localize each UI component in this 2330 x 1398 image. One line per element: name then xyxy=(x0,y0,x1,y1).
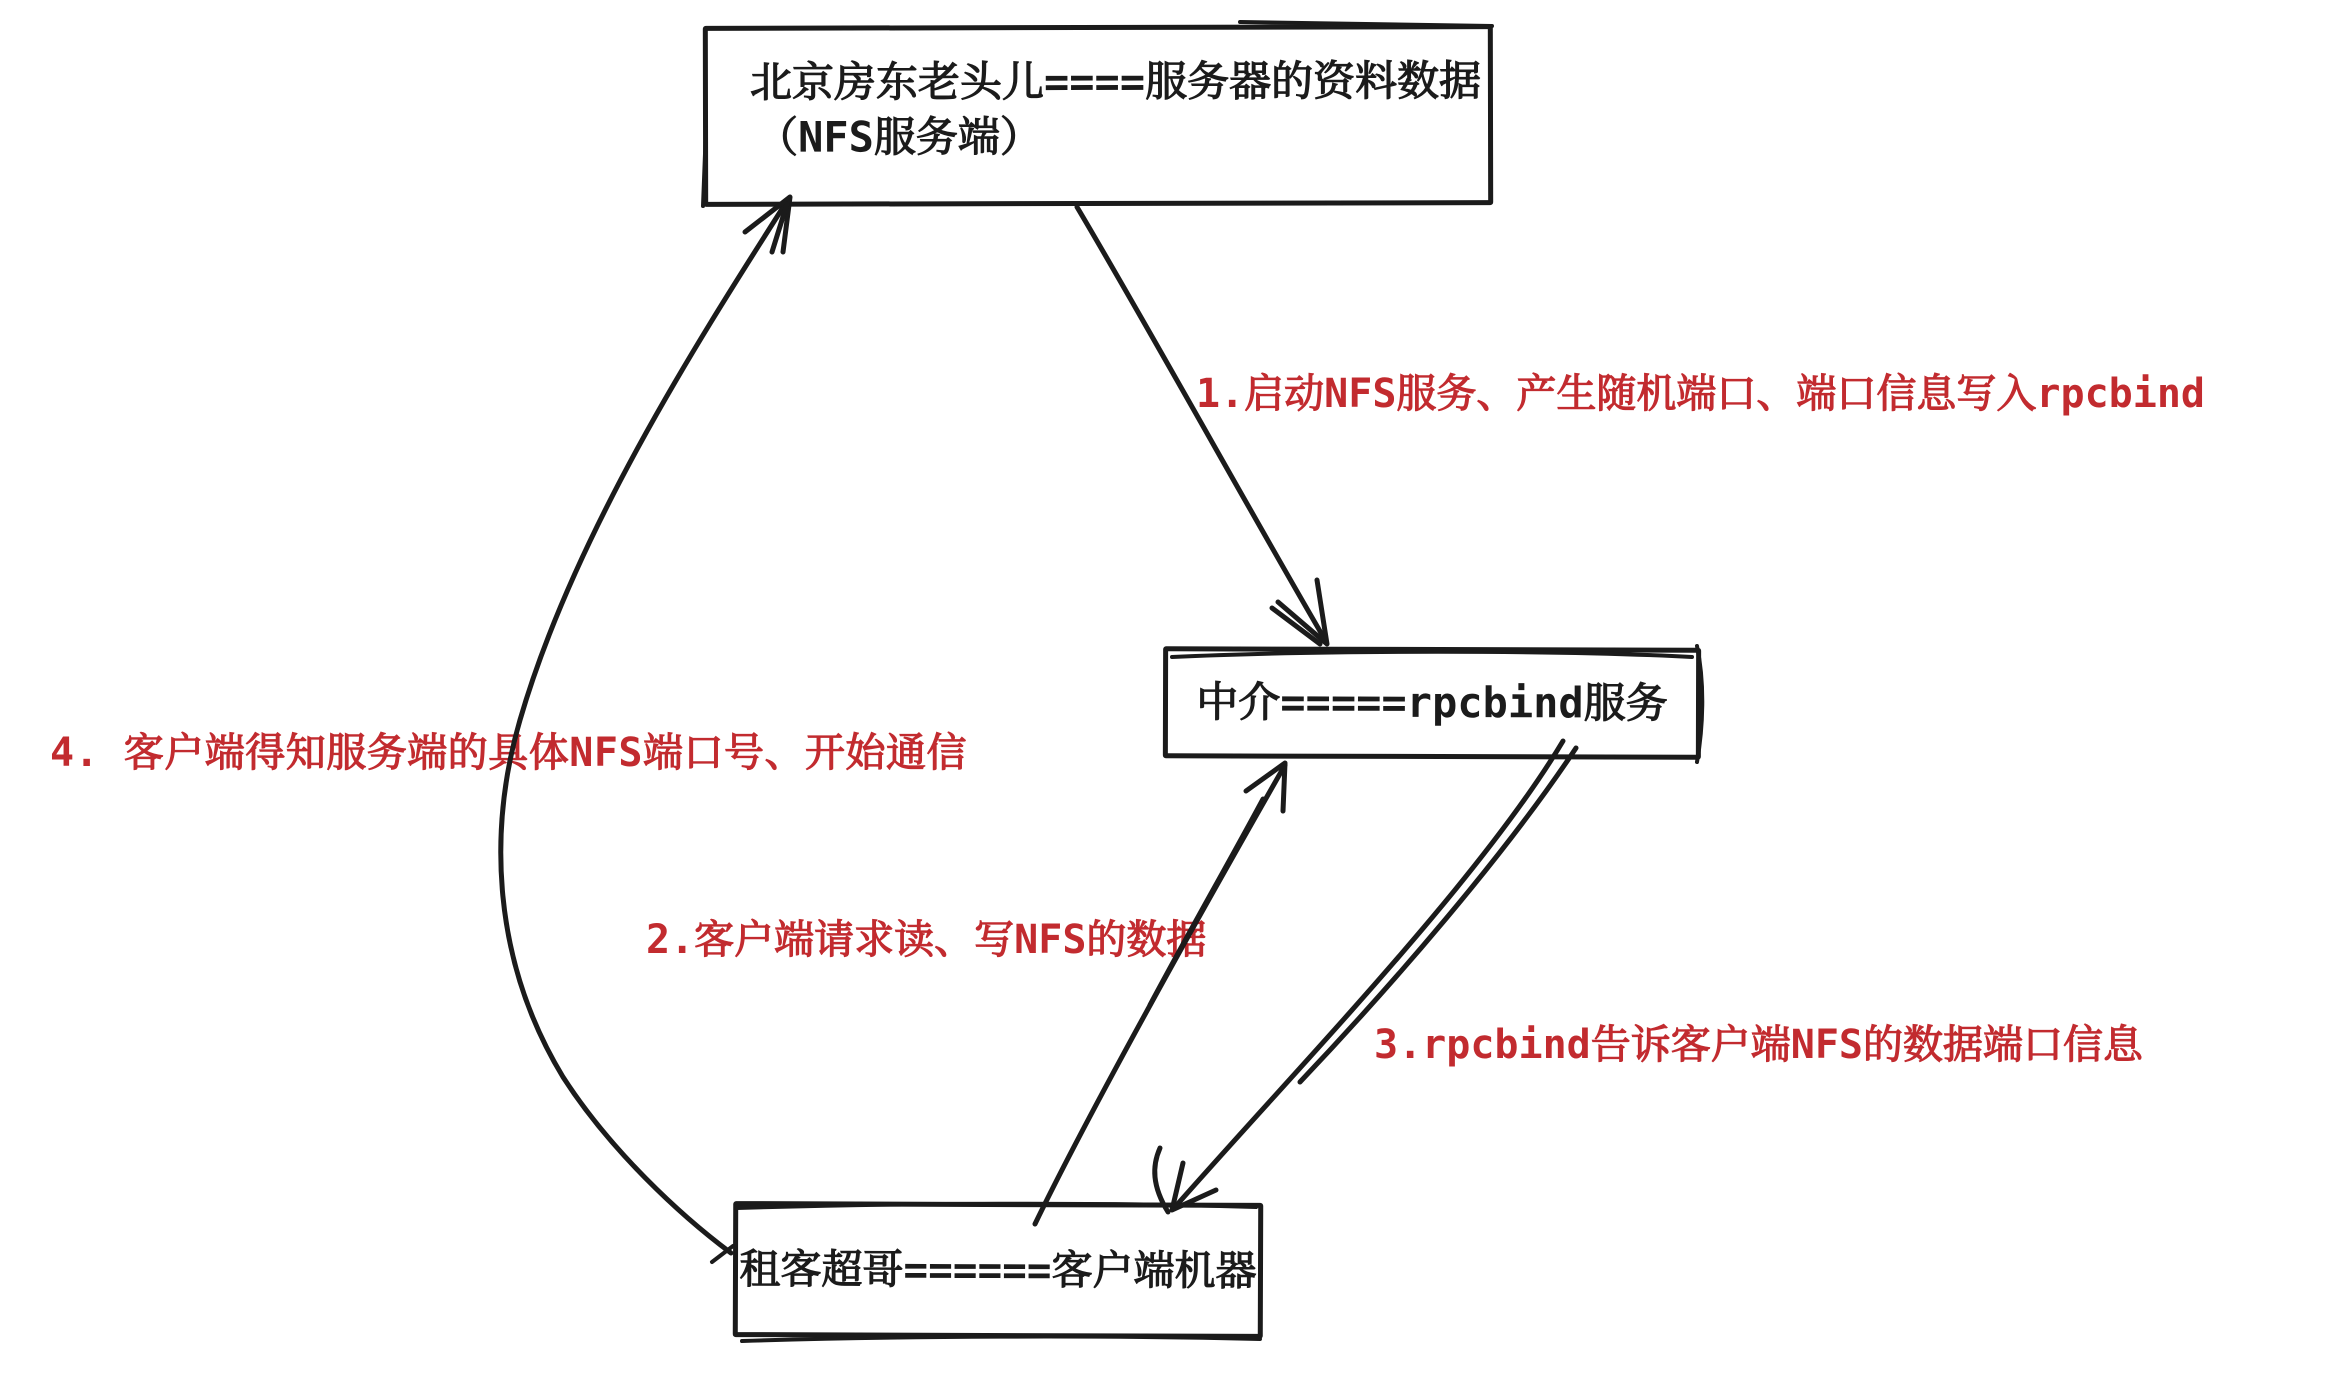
nfs-server-label: 北京房东老头儿====服务器的资料数据 xyxy=(749,56,1482,107)
arrow-step3-rpcbind-to-client xyxy=(1155,741,1576,1212)
arrow-step2-client-to-rpcbind xyxy=(1035,763,1285,1224)
arrow-step1-nfs-to-rpcbind xyxy=(1077,207,1327,644)
annotation-step-2: 2.客户端请求读、写NFS的数据 xyxy=(646,917,1207,963)
nfs-server-node xyxy=(703,24,1493,207)
client-label: 租客超哥======客户端机器 xyxy=(739,1245,1257,1295)
rpcbind-node xyxy=(1163,646,1701,759)
rpcbind-label: 中介=====rpcbind服务 xyxy=(1196,677,1668,728)
annotation-step-4: 4. 客户端得知服务端的具体NFS端口号、开始通信 xyxy=(50,730,967,776)
annotation-step-1: 1.启动NFS服务、产生随机端口、端口信息写入rpcbind xyxy=(1196,371,2205,417)
nfs-server-sublabel: （NFS服务端） xyxy=(755,112,1042,163)
arrow-step4-client-to-nfs xyxy=(501,197,790,1253)
annotation-step-3: 3.rpcbind告诉客户端NFS的数据端口信息 xyxy=(1374,1022,2143,1068)
client-node xyxy=(733,1201,1263,1339)
